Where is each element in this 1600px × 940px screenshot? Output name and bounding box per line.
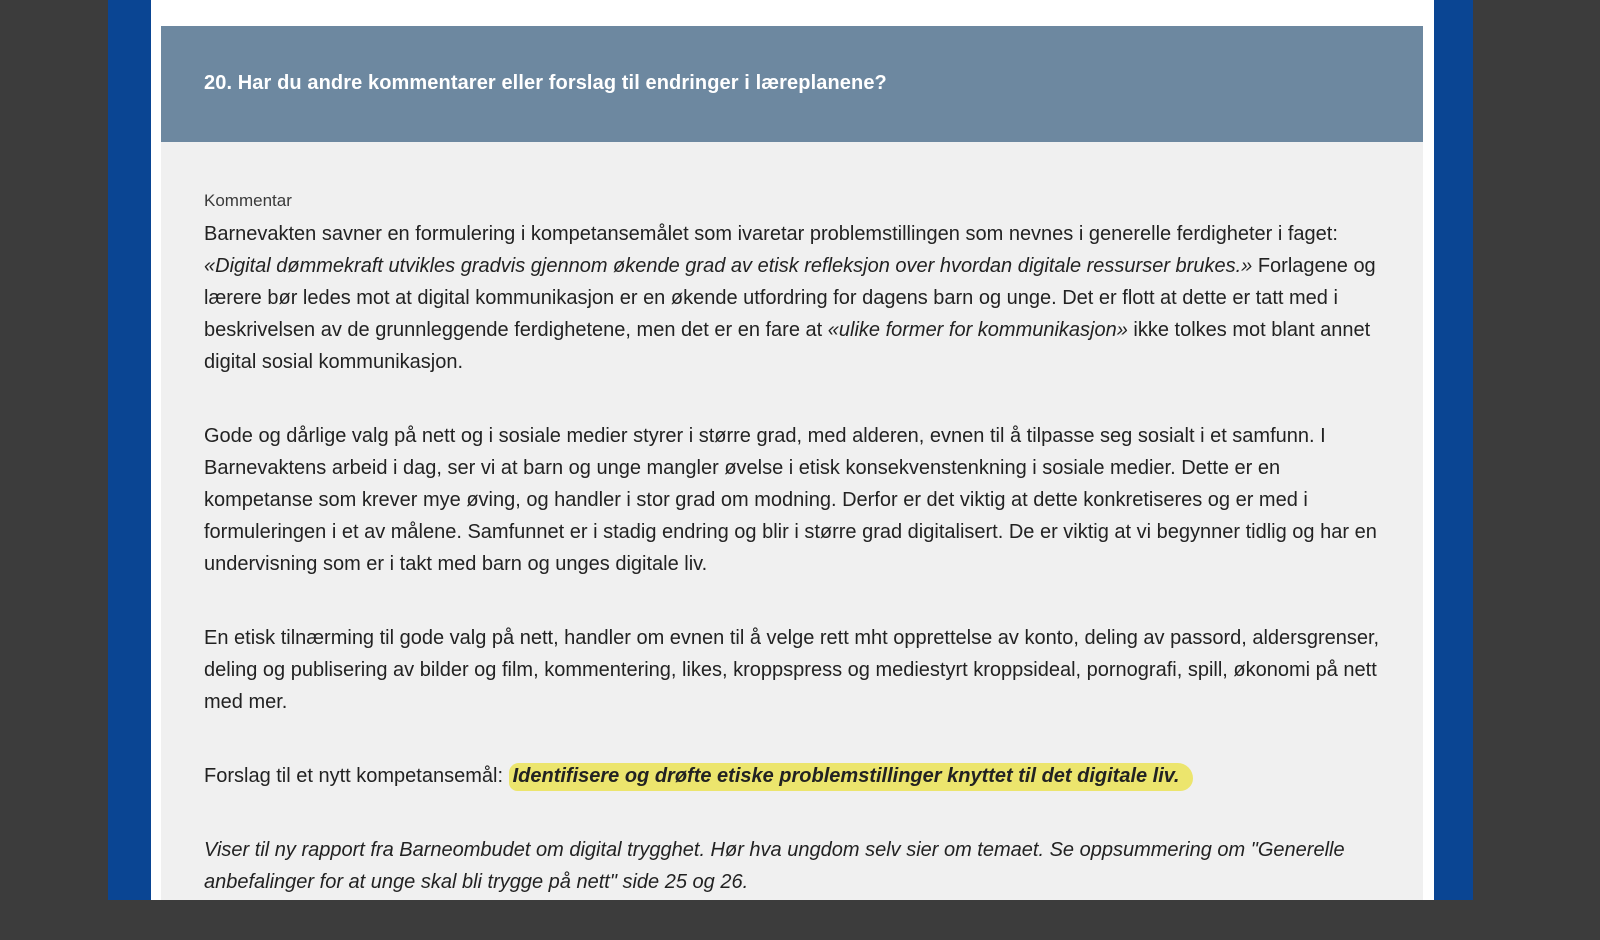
comment-paragraph-3: En etisk tilnærming til gode valg på nett, handler om evnen til å velge rett mht opprettelse av konto, deling av passord, aldersgrenser, deling og publisering av bilder og film, kommentering, likes, kroppspress og mediestyrt kroppsideal, pornografi, spill, økonomi på nett med mer. (204, 627, 1380, 713)
comment-paragraph-5: Viser til ny rapport fra Barneombudet om digital trygghet. Hør hva ungdom selv sier om temaet. Se oppsummering om "Generelle anbefalinger for at unge skal bli trygge på nett" side 25 og 26. (204, 839, 1345, 893)
comment-label: Kommentar (204, 191, 292, 210)
p1-text-b: Forlagene og lærere bør ledes mot at digital kommunikasjon er en økende utfordring for dagens barn og unge. Det er flott at dette er tatt med i beskrivelsen av de grunnleggende ferdighetene, men det er en fare at (204, 255, 1376, 341)
p1-quote-2: «ulike former for kommunikasjon» (827, 319, 1128, 341)
comment-section (204, 190, 1394, 940)
p1-text-c: ikke tolkes mot blant annet digital sosial kommunikasjon. (204, 319, 1371, 373)
p1-text-a: Barnevakten savner en formulering i kompetansemålet som ivaretar problemstillingen som nevnes i generelle ferdigheter i faget: (204, 223, 1338, 245)
p1-quote-1: «Digital dømmekraft utvikles gradvis gjennom økende grad av etisk refleksjon over hvordan digitale ressurser brukes.» (204, 255, 1253, 277)
comment-paragraph-2: Gode og dårlige valg på nett og i sosiale medier styrer i større grad, med alderen, evnen til å tilpasse seg sosialt i et samfunn. I Barnevaktens arbeid i dag, ser vi at barn og unge mangler øvelse i etisk konsekvenstenkning i sosiale medier. Dette er en kompetanse som krever mye øving, og handler i stor grad om modning. Derfor er det viktig at dette konkretiseres og er med i formuleringen i et av målene. Samfunnet er i stadig endring og blir i større grad digitalisert. De er viktig at vi begynner tidlig og har en undervisning som er i takt med barn og unges digitale liv. (204, 425, 1377, 575)
question-card (161, 26, 1423, 900)
proposal-highlight: Identifisere og drøfte etiske problemstillinger knyttet til det digitale liv. (509, 763, 1194, 791)
question-title: 20. Har du andre kommentarer eller forslag til endringer i læreplanene? (204, 72, 887, 94)
proposal-prefix: Forslag til et nytt kompetansemål: (204, 765, 509, 787)
question-header (161, 26, 1423, 142)
comment-paragraph-4 (204, 760, 1394, 792)
comment-paragraph-1 (204, 218, 1394, 378)
